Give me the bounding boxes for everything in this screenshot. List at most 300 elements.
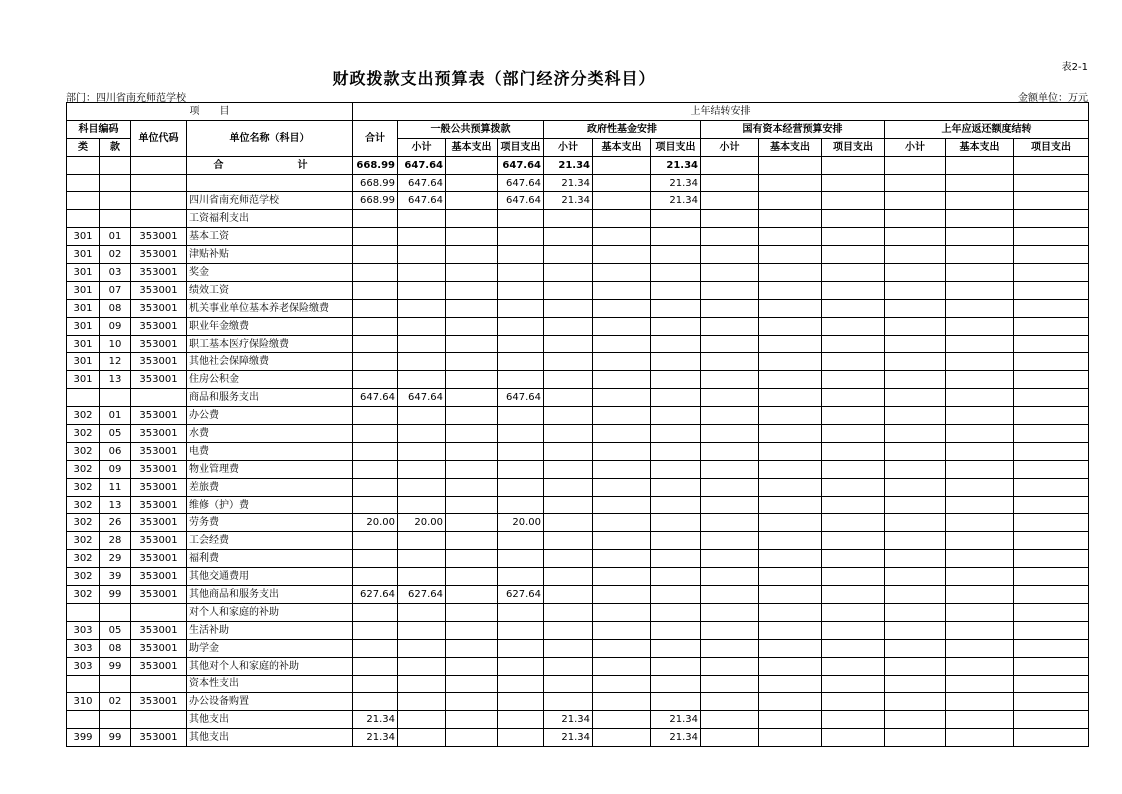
state-capital-subtotal-cell bbox=[701, 639, 759, 657]
state-capital-subtotal-cell bbox=[701, 603, 759, 621]
gov-fund-project-cell: 21.34 bbox=[651, 192, 701, 210]
total-cell bbox=[353, 442, 398, 460]
general-subtotal-cell: 647.64 bbox=[398, 156, 446, 174]
gov-fund-basic-cell bbox=[593, 496, 651, 514]
unit-code-cell bbox=[131, 192, 187, 210]
quota-project-cell bbox=[1014, 425, 1089, 443]
lei-cell: 310 bbox=[67, 693, 100, 711]
gov-fund-subtotal-cell bbox=[544, 568, 593, 586]
kuan-cell: 01 bbox=[100, 407, 131, 425]
general-subtotal-cell bbox=[398, 407, 446, 425]
state-capital-project-cell bbox=[822, 389, 885, 407]
quota-basic-cell bbox=[946, 174, 1014, 192]
quota-project-cell bbox=[1014, 442, 1089, 460]
quota-project-cell bbox=[1014, 550, 1089, 568]
general-subtotal-cell bbox=[398, 299, 446, 317]
unit-name-cell: 福利费 bbox=[187, 550, 353, 568]
quota-project-cell bbox=[1014, 657, 1089, 675]
state-capital-subtotal-cell bbox=[701, 496, 759, 514]
gov-fund-project-cell bbox=[651, 407, 701, 425]
general-basic-cell bbox=[446, 335, 498, 353]
gov-fund-subtotal-cell bbox=[544, 371, 593, 389]
quota-basic-cell bbox=[946, 711, 1014, 729]
state-capital-project-cell bbox=[822, 371, 885, 389]
total-cell bbox=[353, 603, 398, 621]
state-capital-subtotal-cell bbox=[701, 246, 759, 264]
unit-code-cell: 353001 bbox=[131, 496, 187, 514]
quota-basic-cell bbox=[946, 192, 1014, 210]
quota-project-cell bbox=[1014, 246, 1089, 264]
unit-code-cell: 353001 bbox=[131, 425, 187, 443]
kuan-cell: 07 bbox=[100, 281, 131, 299]
state-capital-basic-cell bbox=[759, 657, 822, 675]
general-project-cell bbox=[498, 729, 544, 747]
general-basic-cell bbox=[446, 729, 498, 747]
unit-name-cell: 劳务费 bbox=[187, 514, 353, 532]
kuan-cell: 26 bbox=[100, 514, 131, 532]
unit-code-cell: 353001 bbox=[131, 550, 187, 568]
state-capital-basic-cell bbox=[759, 460, 822, 478]
quota-basic-cell bbox=[946, 514, 1014, 532]
unit-code-cell: 353001 bbox=[131, 657, 187, 675]
gov-fund-subtotal-cell bbox=[544, 353, 593, 371]
gov-fund-basic-cell bbox=[593, 693, 651, 711]
unit-name-cell: 住房公积金 bbox=[187, 371, 353, 389]
unit-name-cell: 绩效工资 bbox=[187, 281, 353, 299]
total-cell bbox=[353, 657, 398, 675]
state-capital-project-cell bbox=[822, 156, 885, 174]
gov-fund-project-cell bbox=[651, 550, 701, 568]
gov-fund-subtotal-cell: 21.34 bbox=[544, 174, 593, 192]
quota-basic-cell bbox=[946, 389, 1014, 407]
total-cell bbox=[353, 568, 398, 586]
general-subtotal-cell bbox=[398, 729, 446, 747]
state-capital-subtotal-cell bbox=[701, 675, 759, 693]
quota-subtotal-cell bbox=[885, 603, 946, 621]
lei-cell: 302 bbox=[67, 514, 100, 532]
general-project-cell bbox=[498, 425, 544, 443]
gov-fund-project-cell bbox=[651, 568, 701, 586]
general-basic-cell bbox=[446, 496, 498, 514]
total-cell bbox=[353, 246, 398, 264]
state-capital-basic-cell bbox=[759, 228, 822, 246]
lei-cell: 301 bbox=[67, 264, 100, 282]
gov-fund-project-cell bbox=[651, 228, 701, 246]
state-capital-basic-cell bbox=[759, 586, 822, 604]
state-capital-project-cell bbox=[822, 353, 885, 371]
gov-fund-subtotal-cell bbox=[544, 442, 593, 460]
table-row bbox=[67, 603, 1089, 621]
unit-code-cell: 353001 bbox=[131, 335, 187, 353]
state-capital-project-cell bbox=[822, 478, 885, 496]
state-capital-basic-cell bbox=[759, 246, 822, 264]
state-capital-subtotal-cell bbox=[701, 174, 759, 192]
state-capital-subtotal-cell bbox=[701, 371, 759, 389]
quota-subtotal-header: 小计 bbox=[885, 138, 946, 156]
general-subtotal-cell bbox=[398, 711, 446, 729]
quota-project-cell bbox=[1014, 371, 1089, 389]
state-capital-subtotal-cell bbox=[701, 335, 759, 353]
unit-code-cell: 353001 bbox=[131, 639, 187, 657]
state-capital-project-cell bbox=[822, 192, 885, 210]
general-subtotal-cell bbox=[398, 568, 446, 586]
gov-fund-basic-cell bbox=[593, 657, 651, 675]
quota-subtotal-cell bbox=[885, 514, 946, 532]
general-project-cell bbox=[498, 299, 544, 317]
gov-fund-project-cell bbox=[651, 317, 701, 335]
general-basic-cell bbox=[446, 299, 498, 317]
state-capital-subtotal-cell bbox=[701, 514, 759, 532]
general-basic-cell bbox=[446, 532, 498, 550]
table-row bbox=[67, 729, 1089, 747]
unit-name-cell: 其他对个人和家庭的补助 bbox=[187, 657, 353, 675]
gov-fund-basic-cell bbox=[593, 246, 651, 264]
quota-basic-cell bbox=[946, 353, 1014, 371]
general-subtotal-cell: 647.64 bbox=[398, 192, 446, 210]
general-project-header: 项目支出 bbox=[498, 138, 544, 156]
kuan-cell bbox=[100, 711, 131, 729]
state-capital-project-cell bbox=[822, 299, 885, 317]
kuan-cell bbox=[100, 603, 131, 621]
kuan-cell bbox=[100, 210, 131, 228]
gov-fund-project-cell: 21.34 bbox=[651, 711, 701, 729]
kuan-cell: 02 bbox=[100, 246, 131, 264]
general-basic-cell bbox=[446, 478, 498, 496]
kuan-cell: 11 bbox=[100, 478, 131, 496]
general-project-cell bbox=[498, 693, 544, 711]
state-capital-subtotal-cell bbox=[701, 192, 759, 210]
unit-name-cell: 奖金 bbox=[187, 264, 353, 282]
total-cell: 668.99 bbox=[353, 192, 398, 210]
state-capital-subtotal-cell bbox=[701, 299, 759, 317]
gov-fund-subtotal-cell bbox=[544, 496, 593, 514]
state-capital-project-cell bbox=[822, 335, 885, 353]
gov-fund-basic-cell bbox=[593, 442, 651, 460]
gov-fund-basic-cell bbox=[593, 425, 651, 443]
general-basic-cell bbox=[446, 425, 498, 443]
quota-basic-cell bbox=[946, 442, 1014, 460]
table-row bbox=[67, 675, 1089, 693]
general-basic-cell bbox=[446, 550, 498, 568]
gov-fund-project-cell bbox=[651, 264, 701, 282]
unit-name-cell: 水费 bbox=[187, 425, 353, 443]
total-cell: 668.99 bbox=[353, 174, 398, 192]
quota-basic-cell bbox=[946, 675, 1014, 693]
state-capital-subtotal-cell bbox=[701, 568, 759, 586]
state-capital-basic-cell bbox=[759, 389, 822, 407]
state-capital-basic-cell bbox=[759, 425, 822, 443]
total-cell bbox=[353, 425, 398, 443]
general-subtotal-cell bbox=[398, 460, 446, 478]
general-project-cell: 647.64 bbox=[498, 156, 544, 174]
quota-project-cell bbox=[1014, 299, 1089, 317]
gov-fund-basic-cell bbox=[593, 156, 651, 174]
gov-fund-project-cell bbox=[651, 246, 701, 264]
quota-project-cell bbox=[1014, 192, 1089, 210]
general-subtotal-cell bbox=[398, 246, 446, 264]
quota-basic-cell bbox=[946, 460, 1014, 478]
quota-basic-cell bbox=[946, 425, 1014, 443]
quota-subtotal-cell bbox=[885, 192, 946, 210]
general-project-cell bbox=[498, 568, 544, 586]
quota-basic-cell bbox=[946, 639, 1014, 657]
unit-name-cell: 助学金 bbox=[187, 639, 353, 657]
state-capital-basic-cell bbox=[759, 603, 822, 621]
gov-fund-subtotal-cell bbox=[544, 532, 593, 550]
table-row bbox=[67, 210, 1089, 228]
general-project-cell bbox=[498, 711, 544, 729]
quota-basic-cell bbox=[946, 264, 1014, 282]
gov-fund-basic-cell bbox=[593, 586, 651, 604]
state-capital-basic-cell bbox=[759, 568, 822, 586]
gov-fund-project-cell bbox=[651, 639, 701, 657]
total-cell bbox=[353, 317, 398, 335]
total-cell bbox=[353, 353, 398, 371]
quota-basic-cell bbox=[946, 603, 1014, 621]
general-basic-cell bbox=[446, 693, 498, 711]
unit-code-cell: 353001 bbox=[131, 407, 187, 425]
lei-cell: 399 bbox=[67, 729, 100, 747]
state-capital-basic-cell bbox=[759, 639, 822, 657]
state-capital-subtotal-cell bbox=[701, 264, 759, 282]
state-capital-basic-cell bbox=[759, 496, 822, 514]
gov-fund-subtotal-cell bbox=[544, 586, 593, 604]
state-capital-subtotal-cell bbox=[701, 210, 759, 228]
state-capital-basic-cell bbox=[759, 514, 822, 532]
quota-subtotal-cell bbox=[885, 460, 946, 478]
gov-fund-basic-cell bbox=[593, 639, 651, 657]
total-cell: 668.99 bbox=[353, 156, 398, 174]
state-capital-project-cell bbox=[822, 586, 885, 604]
general-project-cell: 627.64 bbox=[498, 586, 544, 604]
general-basic-cell bbox=[446, 192, 498, 210]
lei-header: 类 bbox=[67, 138, 100, 156]
quota-subtotal-cell bbox=[885, 639, 946, 657]
general-subtotal-cell bbox=[398, 603, 446, 621]
quota-basic-cell bbox=[946, 586, 1014, 604]
quota-project-cell bbox=[1014, 621, 1089, 639]
unit-code-cell: 353001 bbox=[131, 621, 187, 639]
gov-fund-basic-cell bbox=[593, 460, 651, 478]
state-capital-basic-cell bbox=[759, 210, 822, 228]
quota-project-cell bbox=[1014, 389, 1089, 407]
unit-name-cell: 合 计 bbox=[187, 156, 353, 174]
quota-basic-cell bbox=[946, 478, 1014, 496]
unit-code-cell: 353001 bbox=[131, 299, 187, 317]
general-project-cell bbox=[498, 639, 544, 657]
unit-code-cell: 353001 bbox=[131, 532, 187, 550]
gov-fund-basic-cell bbox=[593, 550, 651, 568]
lei-cell bbox=[67, 192, 100, 210]
state-capital-basic-cell bbox=[759, 371, 822, 389]
general-basic-cell bbox=[446, 568, 498, 586]
general-subtotal-cell bbox=[398, 317, 446, 335]
state-capital-project-cell bbox=[822, 281, 885, 299]
general-subtotal-cell: 20.00 bbox=[398, 514, 446, 532]
gov-fund-project-cell bbox=[651, 442, 701, 460]
table-row bbox=[67, 550, 1089, 568]
general-project-cell bbox=[498, 335, 544, 353]
gov-fund-basic-cell bbox=[593, 711, 651, 729]
gov-fund-subtotal-cell bbox=[544, 657, 593, 675]
state-capital-basic-cell bbox=[759, 174, 822, 192]
lei-cell bbox=[67, 156, 100, 174]
general-subtotal-cell: 647.64 bbox=[398, 389, 446, 407]
total-cell bbox=[353, 496, 398, 514]
quota-project-cell bbox=[1014, 174, 1089, 192]
lei-cell: 302 bbox=[67, 496, 100, 514]
kuan-cell: 06 bbox=[100, 442, 131, 460]
general-subtotal-cell bbox=[398, 281, 446, 299]
gov-fund-basic-cell bbox=[593, 281, 651, 299]
state-capital-project-cell bbox=[822, 657, 885, 675]
gov-fund-header: 政府性基金安排 bbox=[544, 120, 701, 138]
quota-basic-cell bbox=[946, 407, 1014, 425]
gov-fund-project-cell bbox=[651, 460, 701, 478]
state-capital-project-cell bbox=[822, 317, 885, 335]
total-cell bbox=[353, 335, 398, 353]
state-capital-subtotal-cell bbox=[701, 228, 759, 246]
general-project-cell bbox=[498, 478, 544, 496]
unit-code-cell: 353001 bbox=[131, 353, 187, 371]
unit-name-cell: 其他交通费用 bbox=[187, 568, 353, 586]
lei-cell: 301 bbox=[67, 371, 100, 389]
quota-project-cell bbox=[1014, 514, 1089, 532]
quota-project-cell bbox=[1014, 210, 1089, 228]
lei-cell bbox=[67, 711, 100, 729]
gov-fund-project-cell bbox=[651, 496, 701, 514]
state-capital-basic-cell bbox=[759, 317, 822, 335]
unit-code-cell: 353001 bbox=[131, 442, 187, 460]
total-cell: 647.64 bbox=[353, 389, 398, 407]
quota-basic-cell bbox=[946, 371, 1014, 389]
quota-project-cell bbox=[1014, 532, 1089, 550]
state-capital-subtotal-cell bbox=[701, 532, 759, 550]
unit-code-cell: 353001 bbox=[131, 317, 187, 335]
quota-subtotal-cell bbox=[885, 442, 946, 460]
unit-code-cell bbox=[131, 389, 187, 407]
table-row bbox=[67, 568, 1089, 586]
gov-fund-subtotal-cell: 21.34 bbox=[544, 729, 593, 747]
state-capital-project-cell bbox=[822, 425, 885, 443]
lei-cell: 301 bbox=[67, 335, 100, 353]
general-subtotal-cell bbox=[398, 264, 446, 282]
unit-name-cell: 办公费 bbox=[187, 407, 353, 425]
general-subtotal-cell: 647.64 bbox=[398, 174, 446, 192]
general-basic-cell bbox=[446, 603, 498, 621]
total-cell: 21.34 bbox=[353, 729, 398, 747]
gov-fund-project-cell bbox=[651, 657, 701, 675]
quota-subtotal-cell bbox=[885, 281, 946, 299]
unit-code-cell bbox=[131, 210, 187, 228]
kuan-cell: 09 bbox=[100, 460, 131, 478]
budget-table bbox=[66, 102, 1089, 747]
unit-name-cell: 津贴补贴 bbox=[187, 246, 353, 264]
unit-name-cell: 办公设备购置 bbox=[187, 693, 353, 711]
general-basic-cell bbox=[446, 281, 498, 299]
state-capital-basic-cell bbox=[759, 156, 822, 174]
general-subtotal-cell bbox=[398, 675, 446, 693]
kuan-cell: 09 bbox=[100, 317, 131, 335]
general-basic-cell bbox=[446, 228, 498, 246]
table-row bbox=[67, 478, 1089, 496]
state-capital-project-cell bbox=[822, 496, 885, 514]
kuan-cell: 29 bbox=[100, 550, 131, 568]
table-row bbox=[67, 228, 1089, 246]
state-capital-basic-cell bbox=[759, 729, 822, 747]
gov-fund-project-cell bbox=[651, 425, 701, 443]
general-project-cell bbox=[498, 264, 544, 282]
total-cell bbox=[353, 281, 398, 299]
quota-project-cell bbox=[1014, 603, 1089, 621]
carryover-header: 上年结转安排 bbox=[353, 103, 1089, 121]
kuan-cell: 02 bbox=[100, 693, 131, 711]
kuan-cell: 39 bbox=[100, 568, 131, 586]
gov-fund-basic-cell bbox=[593, 568, 651, 586]
unit-name-cell: 生活补助 bbox=[187, 621, 353, 639]
unit-name-cell: 机关事业单位基本养老保险缴费 bbox=[187, 299, 353, 317]
amount-unit-label: 金额单位：万元 bbox=[1018, 93, 1088, 104]
state-capital-subtotal-cell bbox=[701, 460, 759, 478]
table-row bbox=[67, 407, 1089, 425]
gov-fund-subtotal-cell bbox=[544, 317, 593, 335]
quota-basic-cell bbox=[946, 693, 1014, 711]
state-capital-basic-cell bbox=[759, 264, 822, 282]
table-row bbox=[67, 532, 1089, 550]
total-cell bbox=[353, 675, 398, 693]
gov-fund-basic-cell bbox=[593, 264, 651, 282]
general-subtotal-cell bbox=[398, 693, 446, 711]
unit-name-cell: 差旅费 bbox=[187, 478, 353, 496]
kuan-cell: 08 bbox=[100, 639, 131, 657]
state-capital-basic-cell bbox=[759, 335, 822, 353]
unit-name-cell: 职业年金缴费 bbox=[187, 317, 353, 335]
total-cell bbox=[353, 532, 398, 550]
lei-cell bbox=[67, 603, 100, 621]
state-capital-basic-cell bbox=[759, 532, 822, 550]
quota-basic-cell bbox=[946, 335, 1014, 353]
quota-basic-cell bbox=[946, 621, 1014, 639]
quota-project-cell bbox=[1014, 496, 1089, 514]
unit-code-cell: 353001 bbox=[131, 460, 187, 478]
total-cell bbox=[353, 371, 398, 389]
state-capital-project-cell bbox=[822, 711, 885, 729]
gov-fund-subtotal-cell bbox=[544, 246, 593, 264]
general-project-cell: 647.64 bbox=[498, 174, 544, 192]
gov-fund-project-cell bbox=[651, 371, 701, 389]
state-capital-subtotal-cell bbox=[701, 478, 759, 496]
quota-subtotal-cell bbox=[885, 693, 946, 711]
kuan-cell bbox=[100, 389, 131, 407]
total-cell: 20.00 bbox=[353, 514, 398, 532]
unit-name-cell: 物业管理费 bbox=[187, 460, 353, 478]
lei-cell: 302 bbox=[67, 568, 100, 586]
general-project-cell bbox=[498, 246, 544, 264]
quota-basic-cell bbox=[946, 246, 1014, 264]
general-project-cell bbox=[498, 532, 544, 550]
general-basic-cell bbox=[446, 317, 498, 335]
table-row bbox=[67, 317, 1089, 335]
state-capital-project-cell bbox=[822, 568, 885, 586]
state-capital-project-cell bbox=[822, 639, 885, 657]
state-capital-subtotal-cell bbox=[701, 281, 759, 299]
gov-fund-basic-cell bbox=[593, 407, 651, 425]
gov-fund-subtotal-cell bbox=[544, 335, 593, 353]
lei-cell: 302 bbox=[67, 550, 100, 568]
general-basic-cell bbox=[446, 407, 498, 425]
unit-code-cell: 353001 bbox=[131, 246, 187, 264]
gov-fund-project-cell: 21.34 bbox=[651, 156, 701, 174]
